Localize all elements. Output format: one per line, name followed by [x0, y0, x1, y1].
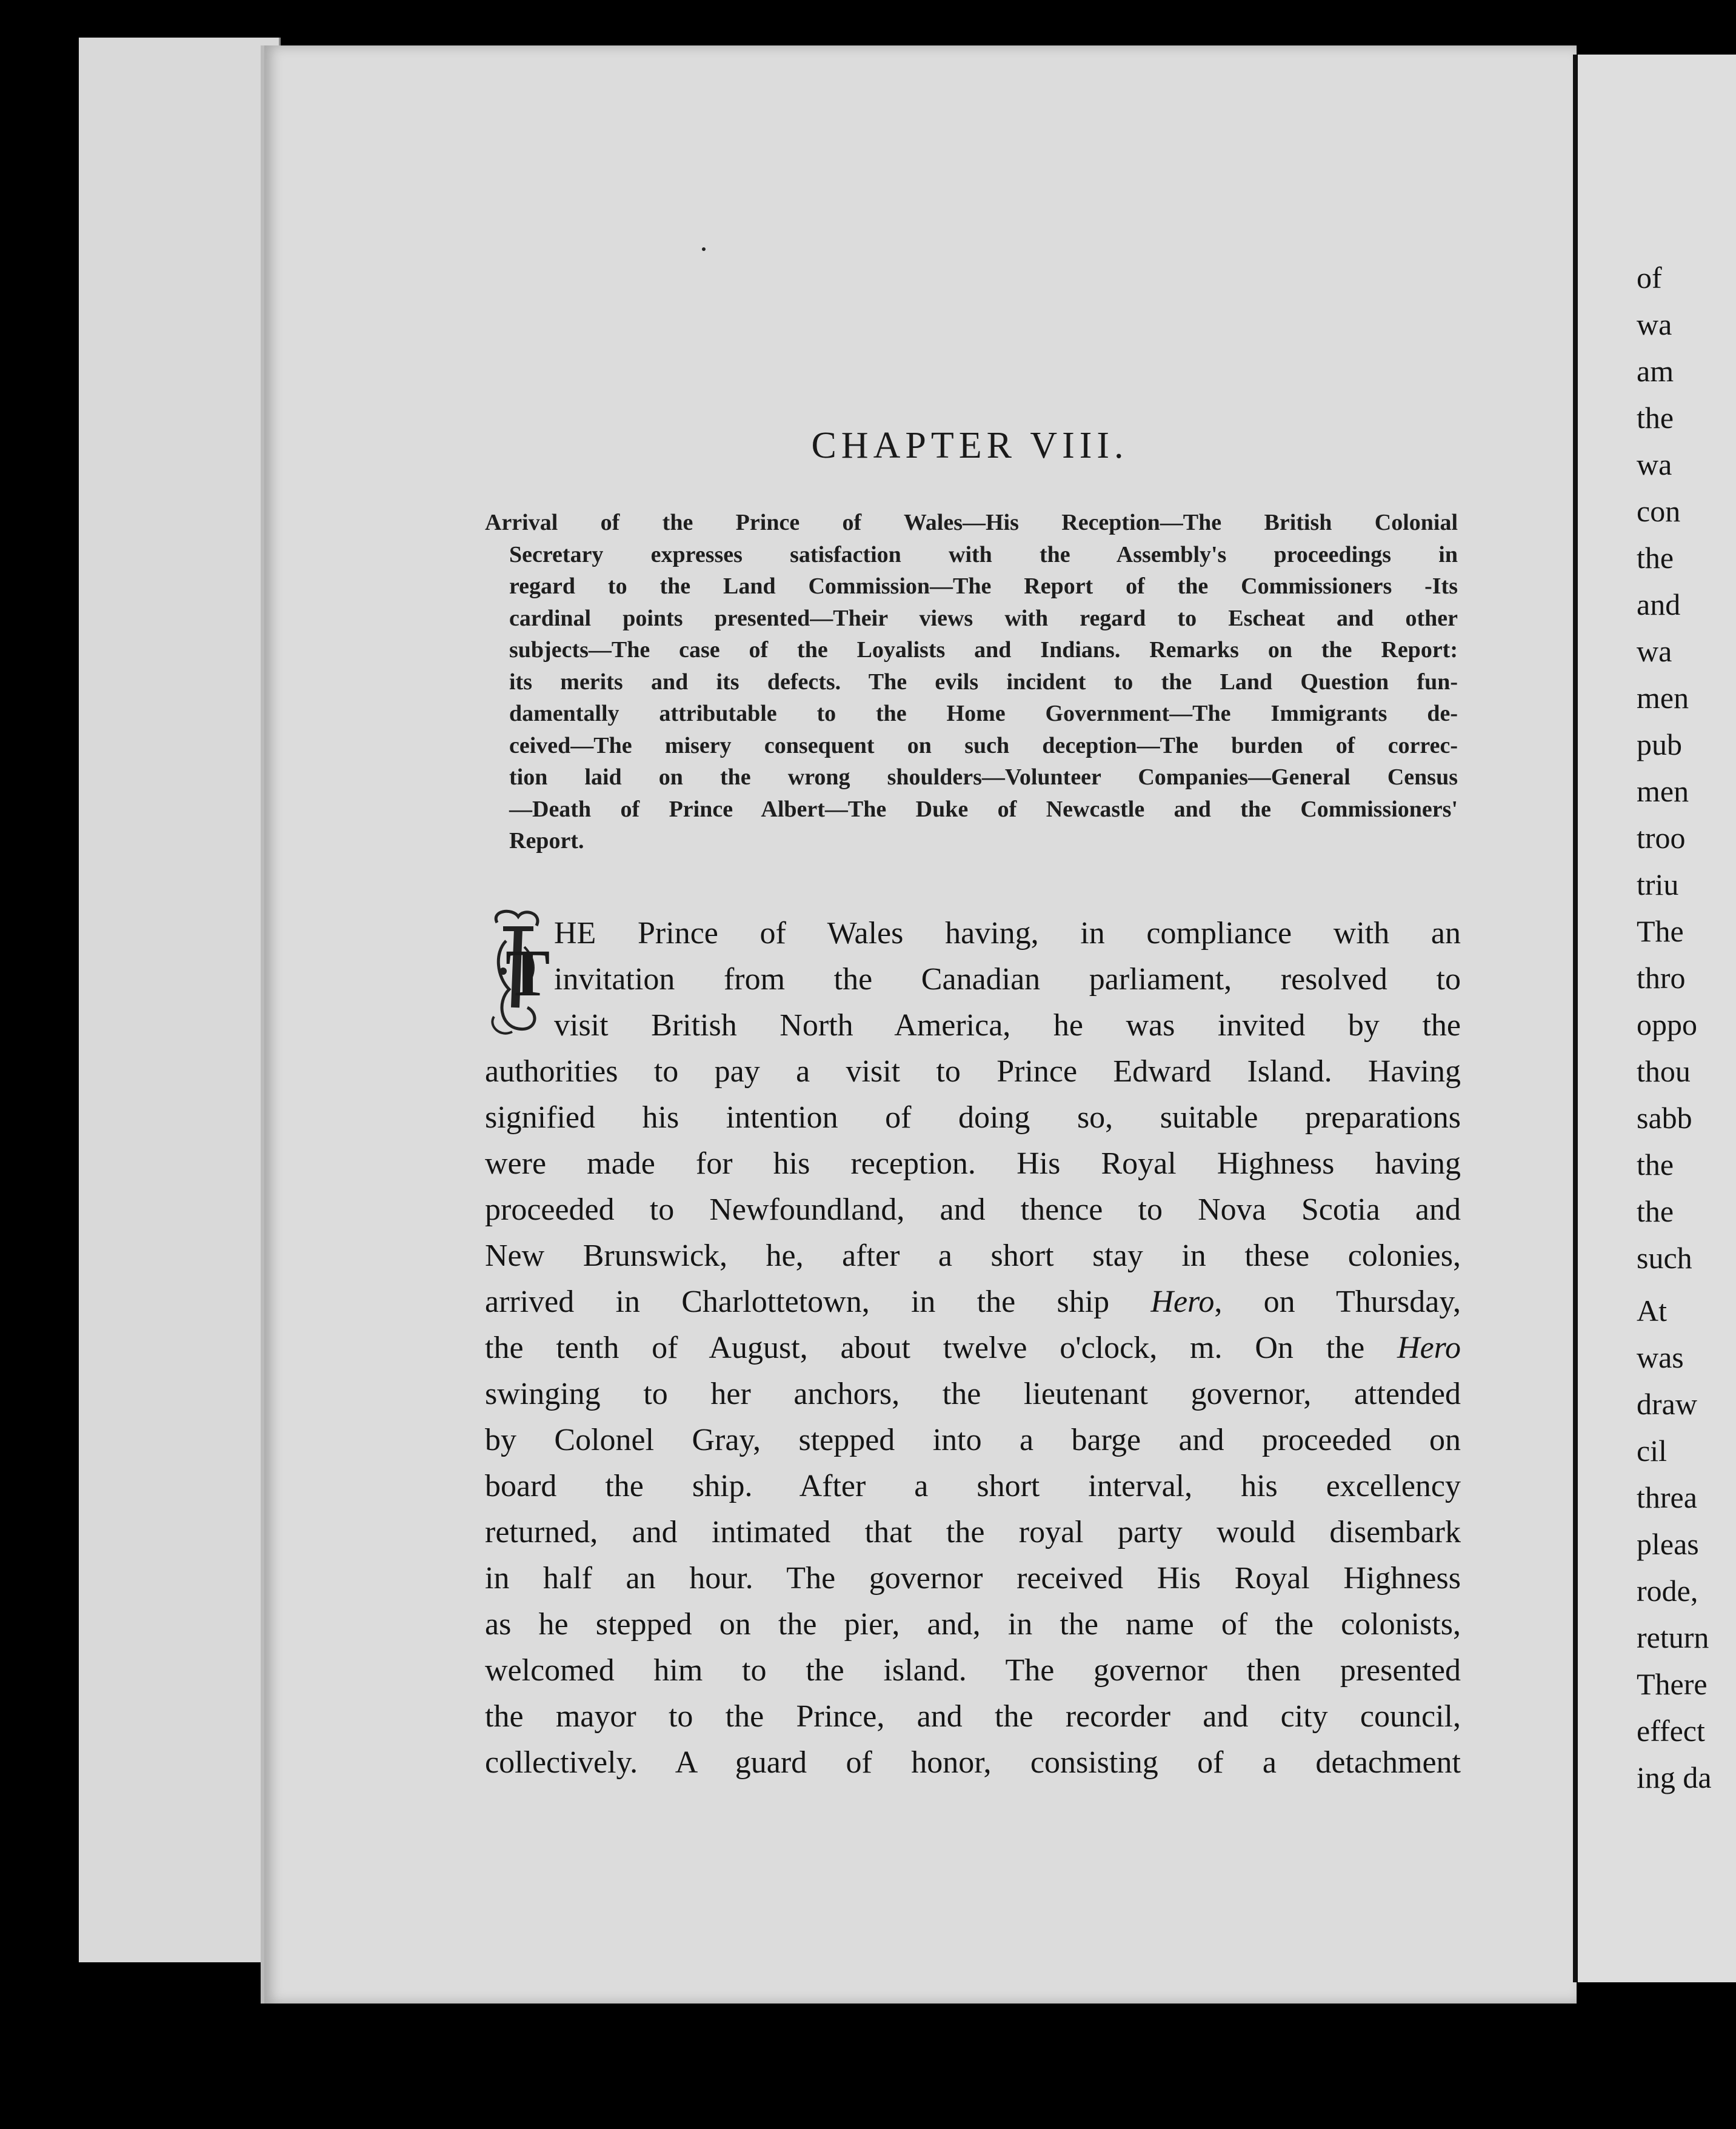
facing-page-fragment: sabb	[1637, 1101, 1692, 1135]
body-line: welcomed him to the island. The governor then presented	[485, 1653, 1461, 1688]
svg-text:T: T	[506, 936, 550, 1010]
facing-page-fragment: of	[1637, 261, 1662, 295]
body-line: returned, and intimated that the royal party would disembark	[485, 1515, 1461, 1549]
body-line: New Brunswick, he, after a short stay in these colonies,	[485, 1238, 1461, 1273]
facing-page-fragment: the	[1637, 541, 1674, 575]
facing-page-fragment: pub	[1637, 727, 1682, 761]
body-lines	[485, 911, 1461, 1786]
facing-page-fragment: con	[1637, 494, 1681, 528]
ornamental-drop-cap	[485, 904, 550, 1041]
synopsis-line: —Death of Prince Albert—The Duke of Newcastle and the Commissioners'	[509, 796, 1458, 822]
facing-page-fragment: the	[1637, 1148, 1674, 1181]
body-line: arrived in Charlottetown, in the ship Hero, on Thursday,	[485, 1285, 1461, 1319]
facing-page-fragment: the	[1637, 1194, 1674, 1228]
chapter-synopsis	[485, 507, 1458, 857]
synopsis-line: its merits and its defects. The evils incident to the Land Question fun-	[509, 669, 1458, 695]
synopsis-line: ceived—The misery consequent on such deception—The burden of correc-	[509, 732, 1458, 758]
facing-page-fragment: was	[1637, 1340, 1684, 1374]
facing-page-fragment: and	[1637, 587, 1681, 621]
synopsis-line: regard to the Land Commission—The Report of the Commissioners -Its	[509, 573, 1458, 599]
body-line: authorities to pay a visit to Prince Edward Island. Having	[485, 1054, 1461, 1089]
synopsis-line: Secretary expresses satisfaction with the Assembly's proceedings in	[509, 541, 1458, 567]
facing-page-fragment: men	[1637, 681, 1689, 715]
synopsis-line: Report.	[509, 828, 584, 854]
synopsis-line: Arrival of the Prince of Wales—His Reception—The British Colonial	[485, 510, 1458, 535]
body-line: signified his intention of doing so, suitable preparations	[485, 1100, 1461, 1135]
body-line: by Colonel Gray, stepped into a barge and proceeded on	[485, 1423, 1461, 1457]
body-line: swinging to her anchors, the lieutenant governor, attended	[485, 1377, 1461, 1411]
chapter-heading: CHAPTER VIII.	[811, 425, 1129, 466]
body-line: HE Prince of Wales having, in compliance with an	[554, 916, 1461, 951]
ink-speck	[702, 247, 706, 251]
synopsis-line: subjects—The case of the Loyalists and Indians. Remarks on the Report:	[509, 637, 1458, 663]
facing-page-fragment: wa	[1637, 307, 1672, 341]
facing-page-fragment: thro	[1637, 961, 1686, 995]
body-line: collectively. A guard of honor, consisting of a detachment	[485, 1745, 1461, 1780]
facing-page-fragment: oppo	[1637, 1008, 1697, 1041]
body-line: invitation from the Canadian parliament, resolved to	[554, 962, 1461, 997]
facing-page-fragment: pleas	[1637, 1527, 1699, 1561]
facing-page-text-fragments	[1637, 255, 1731, 1801]
facing-page-fragment: wa	[1637, 634, 1672, 668]
facing-page-fragment: rode,	[1637, 1574, 1698, 1608]
facing-page-fragment: ing da	[1637, 1760, 1712, 1794]
facing-page-fragment: troo	[1637, 821, 1686, 855]
facing-page-fragment: such	[1637, 1241, 1692, 1275]
body-line: visit British North America, he was invited by the	[554, 1008, 1461, 1043]
facing-page-fragment: effect	[1637, 1714, 1705, 1748]
facing-page-fragment: At	[1637, 1294, 1667, 1328]
facing-page-fragment: The	[1637, 914, 1684, 948]
facing-page-fragment: the	[1637, 401, 1674, 435]
body-line: the tenth of August, about twelve o'clock, m. On the Hero	[485, 1331, 1461, 1365]
synopsis-line: cardinal points presented—Their views with regard to Escheat and other	[509, 605, 1458, 631]
body-line: were made for his reception. His Royal Highness having	[485, 1146, 1461, 1181]
facing-page-fragment: am	[1637, 354, 1674, 388]
facing-page-fragment: cil	[1637, 1434, 1667, 1468]
body-line: board the ship. After a short interval, his excellency	[485, 1469, 1461, 1503]
facing-page-fragment: threa	[1637, 1480, 1697, 1514]
body-paragraph	[485, 911, 1461, 1786]
body-line: the mayor to the Prince, and the recorder and city council,	[485, 1699, 1461, 1734]
body-line: as he stepped on the pier, and, in the name of the colonists,	[485, 1607, 1461, 1642]
facing-page-fragment: triu	[1637, 867, 1679, 901]
facing-page-fragment: wa	[1637, 447, 1672, 481]
body-line: proceeded to Newfoundland, and thence to Nova Scotia and	[485, 1192, 1461, 1227]
body-line: in half an hour. The governor received His Royal Highness	[485, 1561, 1461, 1596]
facing-page-fragment: return	[1637, 1620, 1709, 1654]
synopsis-line: damentally attributable to the Home Government—The Immigrants de-	[509, 701, 1458, 726]
facing-page-fragment: draw	[1637, 1387, 1697, 1421]
facing-page-fragment: thou	[1637, 1054, 1691, 1088]
facing-page-fragment: men	[1637, 774, 1689, 808]
drop-cap-ornament-icon	[485, 904, 550, 1041]
page-edges	[79, 38, 279, 1962]
synopsis-line: tion laid on the wrong shoulders—Volunteer Companies—General Census	[509, 764, 1458, 790]
facing-page-fragment: There	[1637, 1667, 1708, 1701]
